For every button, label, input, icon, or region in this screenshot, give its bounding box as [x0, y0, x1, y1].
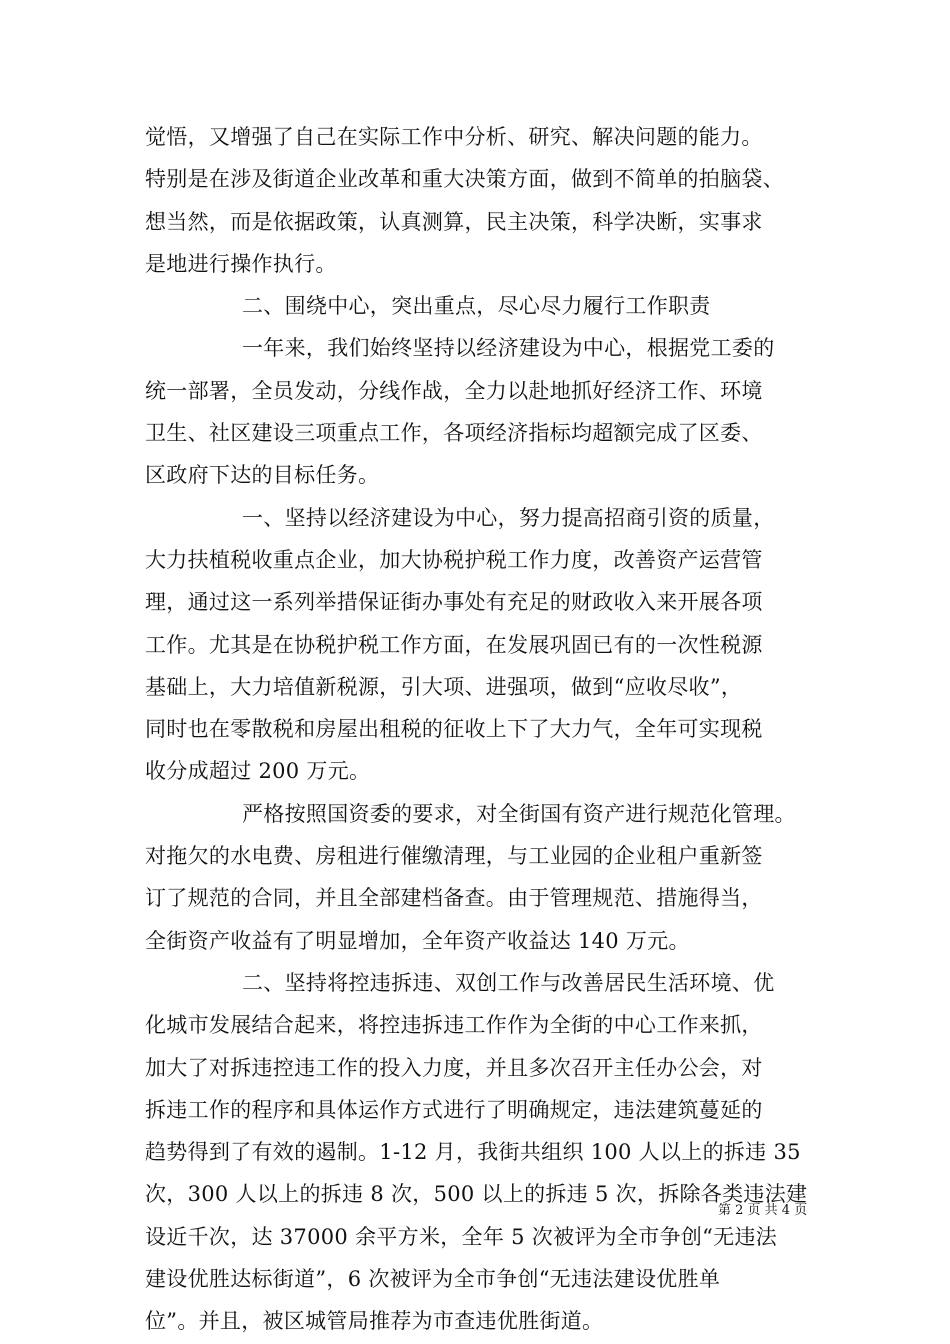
text-line: 加大了对拆违控违工作的投入力度，并且多次召开主任办公会，对 [145, 1055, 763, 1080]
text-line: 对拖欠的水电费、房租进行催缴清理，与工业园的企业租户重新签 [145, 844, 763, 869]
text-line: 统一部署，全员发动，分线作战，全力以赴地抓好经济工作、环境 [145, 378, 763, 403]
text-line: 二、坚持将控违拆违、双创工作与改善居民生活环境、优 [242, 970, 775, 995]
text-line: 觉悟，又增强了自己在实际工作中分析、研究、解决问题的能力。 [145, 125, 763, 149]
text-line: 次，300 人以上的拆违 8 次，500 以上的拆违 5 次，拆除各类违法建 [145, 1182, 808, 1207]
text-line: 是地进行操作执行。 [145, 251, 337, 276]
text-line: 卫生、社区建设三项重点工作，各项经济指标均超额完成了区委、 [145, 421, 763, 446]
text-line: 同时也在零散税和房屋出租税的征收上下了大力气，全年可实现税 [145, 717, 763, 742]
section-heading: 二、围绕中心，突出重点，尽心尽力履行工作职责 [242, 294, 711, 319]
text-line: 化城市发展结合起来，将控违拆违工作作为全街的中心工作来抓， [145, 1013, 763, 1038]
text-line: 一、坚持以经济建设为中心，努力提高招商引资的质量， [242, 505, 775, 530]
text-line: 一年来，我们始终坚持以经济建设为中心，根据党工委的 [242, 336, 775, 361]
text-line: 趋势得到了有效的遏制。1-12 月，我街共组织 100 人以上的拆违 35 [145, 1140, 801, 1165]
text-line: 设近千次，达 37000 余平方米，全年 5 次被评为全市争创“无违法 [145, 1224, 778, 1249]
text-line: 大力扶植税收重点企业，加大协税护税工作力度，改善资产运营管 [145, 547, 763, 572]
text-line: 工作。尤其是在协税护税工作方面，在发展巩固已有的一次性税源 [145, 632, 763, 657]
text-line: 位”。并且，被区城管局推荐为市查违优胜街道。 [145, 1309, 604, 1334]
text-line: 理，通过这一系列举措保证街办事处有充足的财政收入来开展各项 [145, 590, 763, 615]
text-line: 建设优胜达标街道”，6 次被评为全市争创“无违法建设优胜单 [145, 1267, 721, 1292]
text-line: 全街资产收益有了明显增加，全年资产收益达 140 万元。 [145, 928, 690, 953]
text-line: 基础上，大力培值新税源，引大项、进强项，做到“应收尽收”， [145, 674, 743, 699]
text-line: 想当然，而是依据政策，认真测算，民主决策，科学决断，实事求 [145, 209, 763, 234]
document-body [145, 116, 813, 1343]
page-number: 第 2 页 共 4 页 [718, 1203, 808, 1218]
text-line: 拆违工作的程序和具体运作方式进行了明确规定，违法建筑蔓延的 [145, 1097, 763, 1122]
text-line: 严格按照国资委的要求，对全街国有资产进行规范化管理。 [242, 801, 796, 826]
text-line: 区政府下达的目标任务。 [145, 463, 380, 488]
text-line: 特别是在涉及街道企业改革和重大决策方面，做到不简单的拍脑袋、 [145, 167, 784, 192]
text-line: 订了规范的合同，并且全部建档备查。由于管理规范、措施得当， [145, 886, 763, 911]
text-line: 收分成超过 200 万元。 [145, 759, 371, 784]
